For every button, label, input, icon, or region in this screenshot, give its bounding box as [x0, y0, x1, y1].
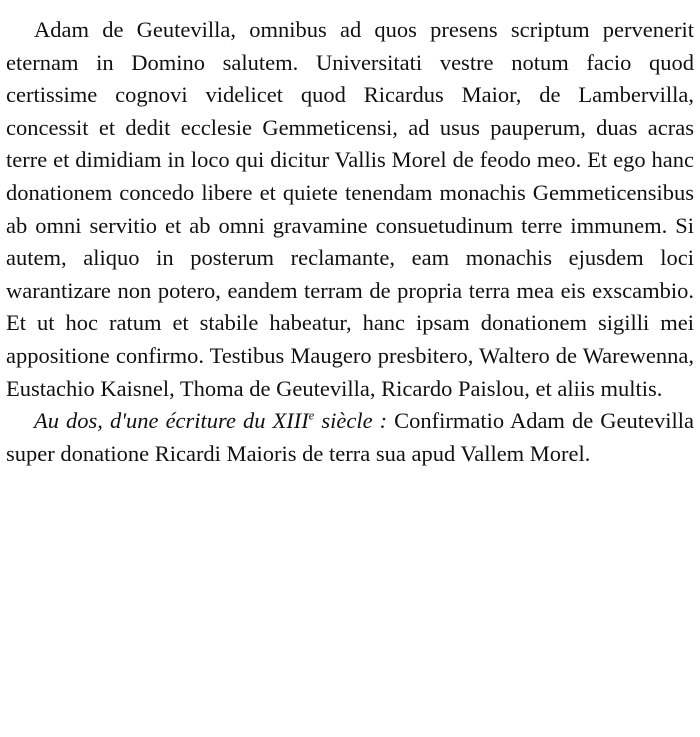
dorsal-note-label-start: Au dos, d'une écriture du XIII [34, 408, 309, 434]
document-text [6, 14, 694, 470]
century-superscript: e [308, 408, 315, 423]
dorsal-note-paragraph [6, 405, 694, 470]
dorsal-note-text: Confirmatio Adam de Geutevilla super donatione Ricardi Maioris de terra sua apud Vallem Morel. [6, 408, 694, 466]
charter-paragraph: Adam de Geutevilla, omnibus ad quos presens scriptum pervenerit eternam in Domino salutem. Universitati vestre notum facio quod certissime cognovi videlicet quod Ricardus Maior, de Lambervilla, concessit et dedit ecclesie Gemmeticensi, ad usus pauperum, duas acras terre et dimidiam in loco qui dicitur Vallis Morel de feodo meo. Et ego hanc donationem concedo libere et quiete tenendam monachis Gemmeticensibus ab omni servitio et ab omni gravamine consuetudinum terre immunem. Si autem, aliquo in posterum reclamante, eam monachis ejusdem loci warantizare non potero, eandem terram de propria terra mea eis exscambio. Et ut hoc ratum et stabile habeatur, hanc ipsam donationem sigilli mei appositione confirmo. Testibus Maugero presbitero, Waltero de Warewenna, Eustachio Kaisnel, Thoma de Geutevilla, Ricardo Paislou, et aliis multis. [6, 17, 694, 401]
dorsal-note-label [34, 408, 387, 433]
dorsal-note-label-end: siècle : [314, 408, 388, 434]
